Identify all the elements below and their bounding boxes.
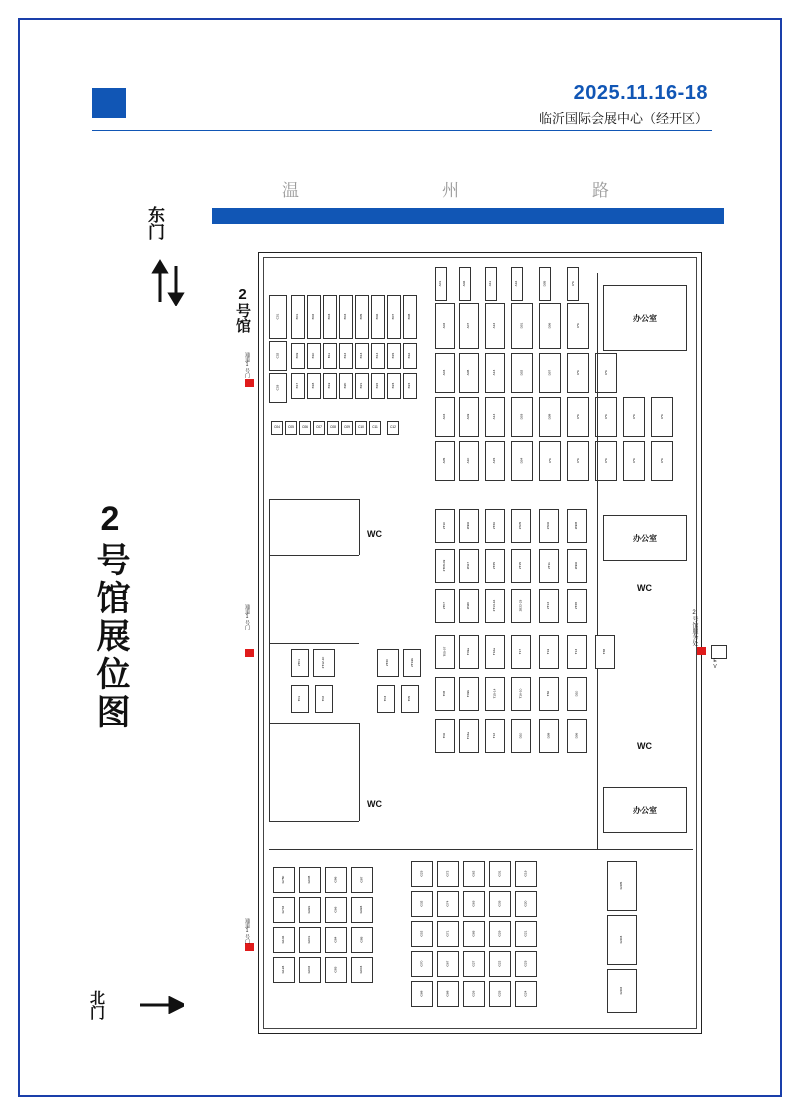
booth: G74	[437, 891, 459, 917]
booth: D06	[539, 303, 561, 349]
east-gate-label: 东门	[145, 206, 164, 240]
booth: T38	[595, 635, 615, 669]
booth: T09a	[459, 635, 479, 669]
booth: D03	[511, 397, 533, 437]
booth: D10	[511, 719, 531, 753]
floorplan-container	[258, 252, 702, 1034]
booth: B07	[387, 295, 401, 339]
booth: G26	[463, 981, 485, 1007]
booth: B02	[307, 295, 321, 339]
booth: 2T28	[567, 589, 587, 623]
booth: G780	[273, 867, 295, 893]
exit-marker-3	[245, 943, 254, 951]
booth: 6*6	[595, 353, 617, 393]
booth: 2T19b	[403, 649, 421, 677]
wc-label-left-2: WC	[367, 799, 382, 809]
booth: A01	[435, 267, 447, 301]
booth: G002	[299, 957, 321, 983]
interior-wall-horizontal-3	[269, 643, 359, 644]
booth: C05	[285, 421, 297, 435]
booth: 2T07	[435, 589, 455, 623]
north-arrow-icon	[140, 996, 184, 1014]
booth: T16-10	[511, 677, 531, 711]
booth: G742	[273, 897, 295, 923]
booth: 2T13-16	[485, 589, 505, 623]
booth: G32	[411, 891, 433, 917]
interior-wall-vertical-4	[597, 273, 598, 849]
booth: T06	[435, 719, 455, 753]
booth: 6*6	[651, 441, 673, 481]
booth: A12	[485, 303, 505, 349]
booth: G25	[489, 981, 511, 1007]
booth: G65	[463, 921, 485, 947]
interior-wall-vertical-1	[269, 499, 270, 821]
booth: B13	[355, 343, 369, 369]
booth: A02	[435, 303, 455, 349]
booth: T05	[401, 685, 419, 713]
booth: G33	[489, 891, 511, 917]
booth: G85	[351, 927, 373, 953]
booth: G68	[411, 981, 433, 1007]
exit-label-3: 通道1号门	[244, 918, 250, 944]
office-room-1: 办公室	[603, 285, 687, 351]
booth: B09	[291, 343, 305, 369]
booth: A03	[435, 353, 455, 393]
booth: C10	[355, 421, 367, 435]
booth: C02	[269, 341, 287, 371]
booth: D10	[567, 677, 587, 711]
booth: D07	[539, 353, 561, 393]
booth: 2N08	[567, 509, 587, 543]
booth: T19	[539, 635, 559, 669]
booth: T36	[539, 677, 559, 711]
booth: B06	[371, 295, 385, 339]
booth: T15-14	[485, 677, 505, 711]
booth: G305	[607, 861, 637, 911]
booth: T09b	[459, 677, 479, 711]
booth: 6*6	[567, 267, 579, 301]
booth: D01	[511, 303, 533, 349]
booth: G71	[437, 921, 459, 947]
booth: C06	[299, 421, 311, 435]
exit-marker-4	[697, 647, 706, 655]
booth: T12	[485, 719, 505, 753]
road-label-char-3: 路	[592, 181, 611, 200]
booth: 2T10	[435, 509, 455, 543]
wc-label-right-1: WC	[637, 583, 652, 593]
booth: T05-07	[435, 635, 455, 669]
booth: G27	[463, 951, 485, 977]
hall-label: 2号馆	[234, 286, 251, 333]
booth: B18	[307, 373, 321, 399]
booth: 6*6	[567, 353, 589, 393]
booth: B04	[339, 295, 353, 339]
booth: 2T13	[539, 589, 559, 623]
booth: C12	[387, 421, 399, 435]
office-room-3: 办公室	[603, 787, 687, 833]
page-title: 2号馆展位图	[91, 500, 129, 732]
booth: 2N06	[459, 509, 479, 543]
booth: G991	[299, 897, 321, 923]
booth: B12	[339, 343, 353, 369]
booth: 6*6	[567, 441, 589, 481]
booth: G003	[351, 957, 373, 983]
booth: G02	[411, 921, 433, 947]
interior-wall-horizontal-2	[269, 555, 359, 556]
booth: G84	[325, 927, 347, 953]
booth: G303	[607, 915, 637, 965]
booth: D05	[539, 267, 551, 301]
booth: B24	[403, 373, 417, 399]
booth: C04	[271, 421, 283, 435]
booth: T01	[291, 685, 309, 713]
booth: B22	[371, 373, 385, 399]
booth: G106	[273, 927, 295, 953]
booth: C03	[269, 373, 287, 403]
booth: 2S06	[539, 509, 559, 543]
booth: D04	[511, 441, 533, 481]
interior-wall-horizontal-5	[269, 821, 359, 822]
booth: G008	[299, 867, 321, 893]
booth: B01	[291, 295, 305, 339]
booth: G24	[515, 981, 537, 1007]
event-date: 2025.11.16-18	[573, 82, 708, 104]
booth: 6*6	[651, 397, 673, 437]
interior-wall-horizontal-4	[269, 723, 359, 724]
booth: 2T11	[539, 549, 559, 583]
booth: A04	[435, 397, 455, 437]
booth: G87	[351, 867, 373, 893]
booth: G72	[437, 861, 459, 887]
booth: 6*6	[623, 441, 645, 481]
booth: 2T15	[511, 549, 531, 583]
header-divider	[92, 130, 712, 131]
booth: T17	[511, 635, 531, 669]
booth: C11	[369, 421, 381, 435]
booth: D02	[511, 353, 533, 393]
booth: B16	[403, 343, 417, 369]
booth: G29	[489, 921, 511, 947]
booth: B23	[387, 373, 401, 399]
booth: G68	[437, 981, 459, 1007]
booth: 6*6	[595, 441, 617, 481]
booth: G001	[299, 927, 321, 953]
booth: A10	[459, 441, 479, 481]
booth: A09	[459, 397, 479, 437]
booth: G302	[607, 969, 637, 1013]
booth: B19	[323, 373, 337, 399]
booth: B03	[323, 295, 337, 339]
booth: G66	[325, 897, 347, 923]
booth: A15	[485, 441, 505, 481]
booth: 6*6	[567, 303, 589, 349]
booth: B17	[291, 373, 305, 399]
booth: C08	[327, 421, 339, 435]
booth: 2N17	[459, 549, 479, 583]
booth: B05	[355, 295, 369, 339]
brand-logo-square	[92, 88, 126, 118]
exit-marker-1	[245, 379, 254, 387]
interior-wall-horizontal-6	[269, 849, 693, 850]
booth: B10	[307, 343, 321, 369]
exit-label-1: 通道1号门	[244, 352, 250, 378]
north-gate-label: 北门	[88, 990, 105, 1020]
booth: 6*6	[567, 397, 589, 437]
booth: B14	[371, 343, 385, 369]
booth: C07	[313, 421, 325, 435]
booth: 2T08-09	[435, 549, 455, 583]
booth: G21	[515, 921, 537, 947]
road-bar	[212, 208, 724, 224]
booth: G83	[325, 957, 347, 983]
booth: A06	[459, 267, 471, 301]
booth: 6*6	[539, 441, 561, 481]
interior-wall-vertical-3	[359, 723, 360, 821]
booth: B11	[323, 343, 337, 369]
booth: G19	[515, 861, 537, 887]
wc-label-left-1: WC	[367, 529, 382, 539]
booth: 2T26	[485, 509, 505, 543]
booth: A16	[511, 267, 523, 301]
booth: C01	[269, 295, 287, 339]
booth: 2N06	[567, 549, 587, 583]
exit-marker-2	[245, 649, 254, 657]
office-room-2: 办公室	[603, 515, 687, 561]
booth: G67	[437, 951, 459, 977]
booth: D08	[539, 719, 559, 753]
booth: A07	[459, 303, 479, 349]
booth: T13	[567, 635, 587, 669]
booth: A05	[435, 441, 455, 481]
booth: G22	[489, 951, 511, 977]
booth: B21	[355, 373, 369, 399]
road-label-char-2: 州	[442, 181, 461, 200]
service-desk-label: 2号馆服务处	[691, 610, 697, 646]
booth: B20	[339, 373, 353, 399]
booth: G63	[463, 891, 485, 917]
event-venue: 临沂国际会展中心（经开区）	[538, 111, 708, 126]
booth: T08	[435, 677, 455, 711]
booth: G23	[411, 861, 433, 887]
booth: B08	[403, 295, 417, 339]
booth: 2T20	[377, 649, 399, 677]
booth: C09	[341, 421, 353, 435]
booth: G20	[515, 891, 537, 917]
booth: G62	[463, 861, 485, 887]
booth: G993	[351, 897, 373, 923]
booth: T02	[315, 685, 333, 713]
booth: T16a	[485, 635, 505, 669]
booth: 2N20	[459, 589, 479, 623]
ev-label: EV	[712, 658, 718, 670]
booth: T04a	[459, 719, 479, 753]
wc-label-right-2: WC	[637, 741, 652, 751]
booth: A08	[459, 353, 479, 393]
booth: 2T25	[485, 549, 505, 583]
booth: G70	[411, 951, 433, 977]
booth: G193	[273, 957, 295, 983]
booth: B15	[387, 343, 401, 369]
road-label-char-1: 温	[282, 181, 301, 200]
booth: G86	[325, 867, 347, 893]
booth: D08	[539, 397, 561, 437]
booth: A13	[485, 353, 505, 393]
booth: 6*6	[623, 397, 645, 437]
ev-box	[711, 645, 727, 659]
booth: 2T12-10	[313, 649, 335, 677]
booth: A14	[485, 397, 505, 437]
booth: D06	[567, 719, 587, 753]
interior-wall-vertical-2	[359, 499, 360, 555]
booth: A11	[485, 267, 497, 301]
exit-label-2: 通道1号门	[244, 604, 250, 630]
booth: G31	[489, 861, 511, 887]
booth: T03	[377, 685, 395, 713]
interior-wall-horizontal-1	[269, 499, 359, 500]
booth: 6*6	[595, 397, 617, 437]
booth: 2S05	[511, 509, 531, 543]
booth: 2T01	[291, 649, 309, 677]
booth: 2B22-23	[511, 589, 531, 623]
two-way-arrow-icon	[148, 258, 188, 306]
booth: G23	[515, 951, 537, 977]
